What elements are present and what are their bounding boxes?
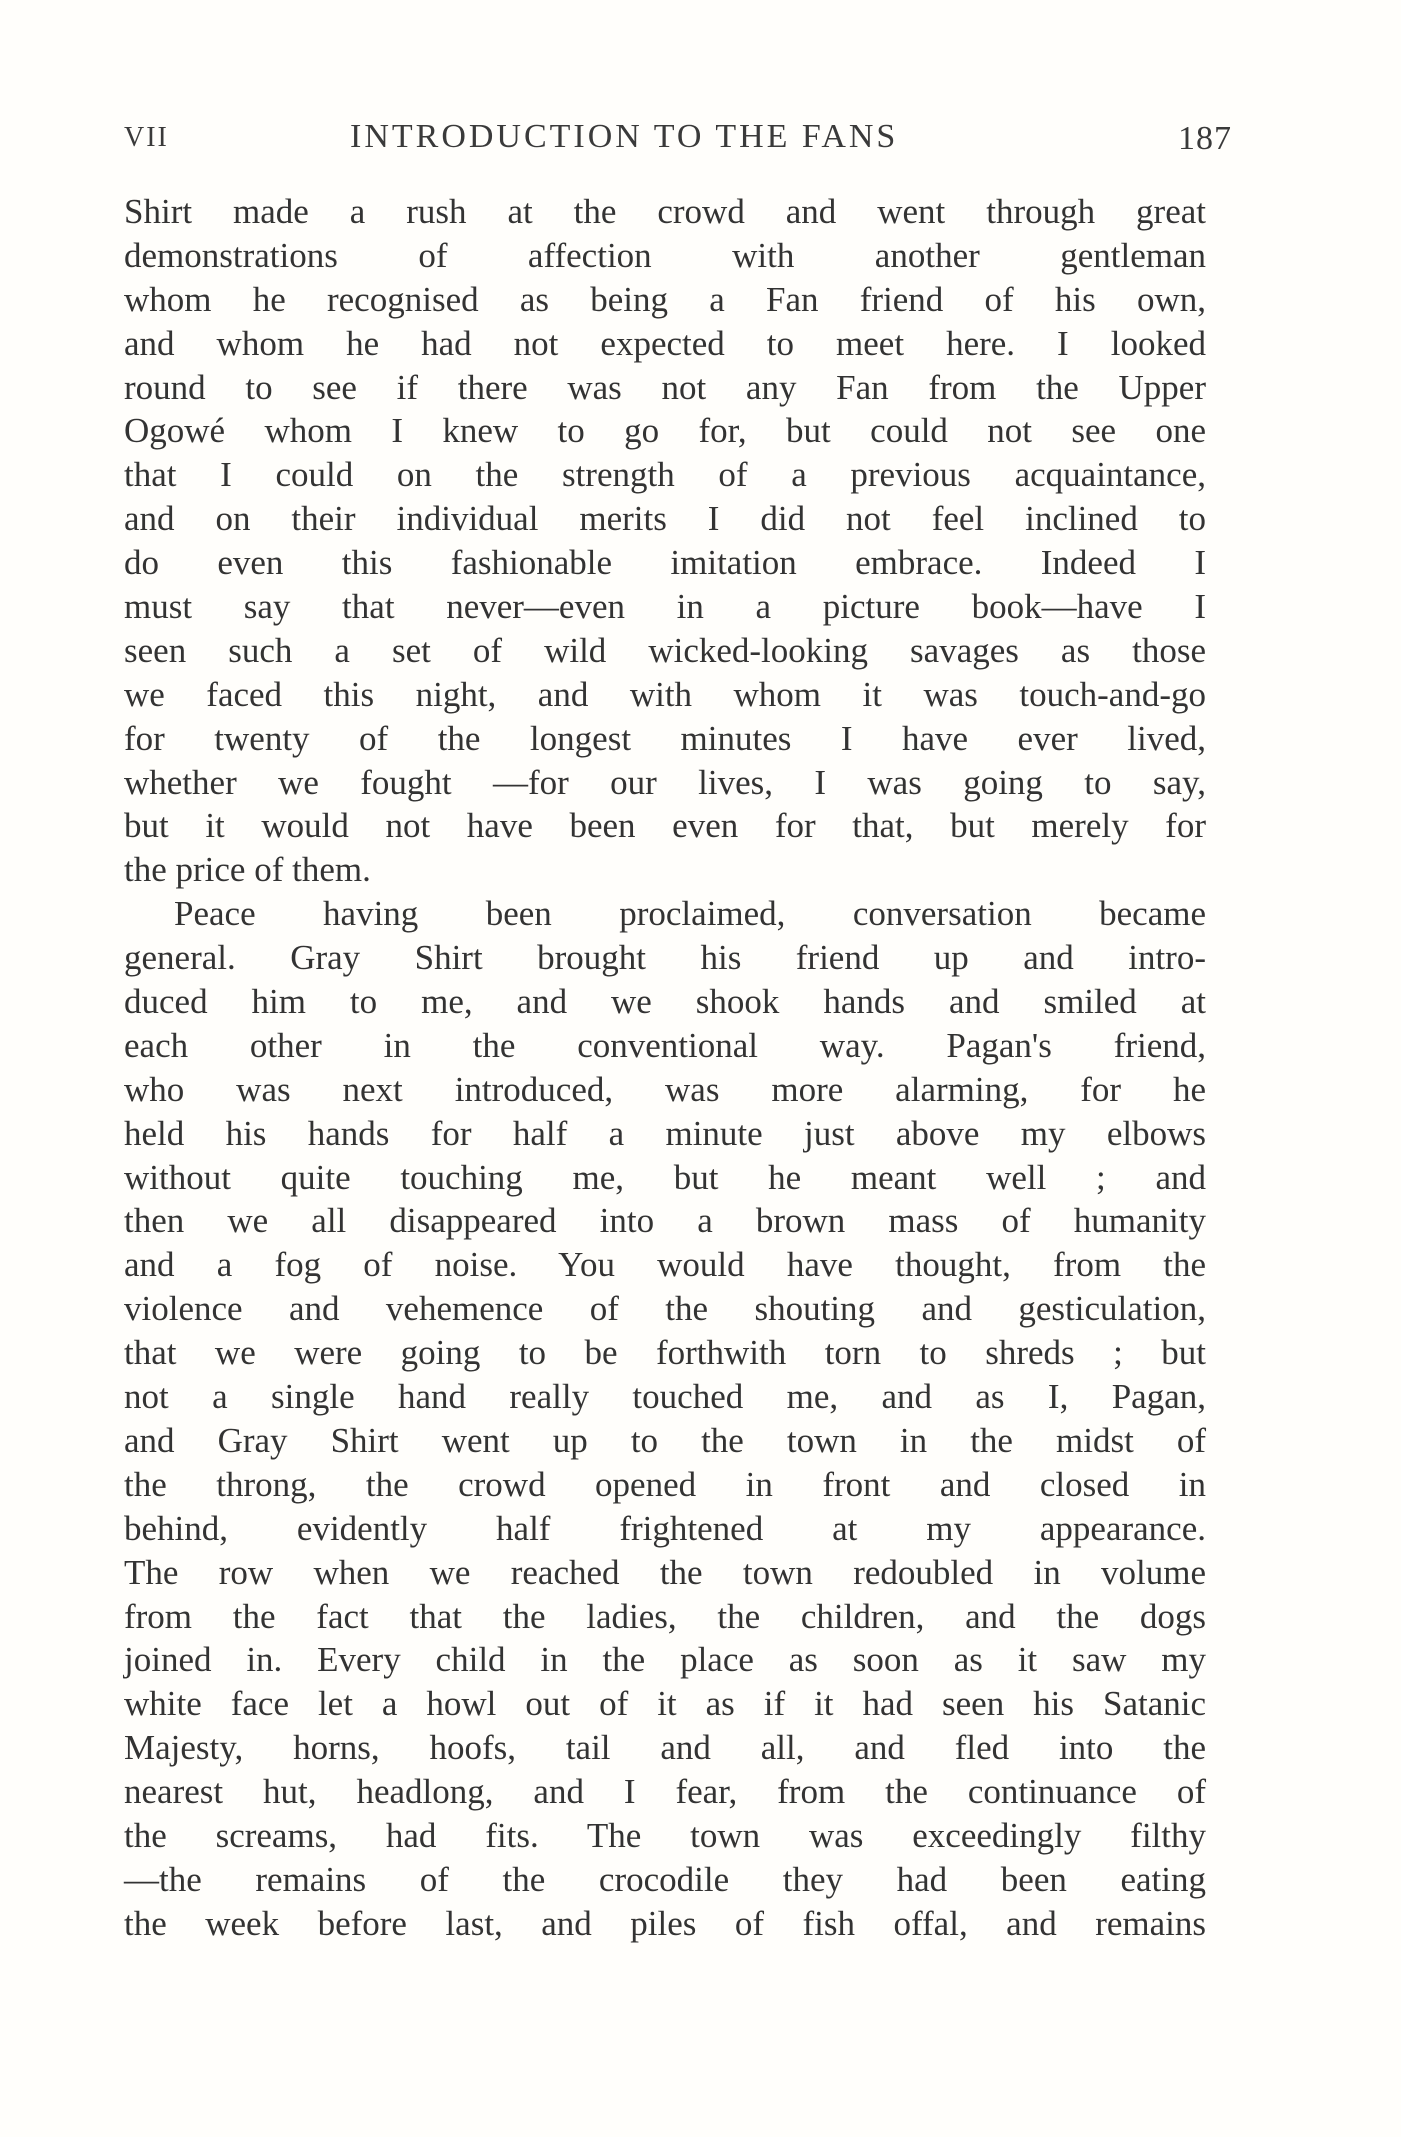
chapter-title: INTRODUCTION TO THE FANS: [350, 118, 899, 155]
text-line: not a single hand really touched me, and as I, Pagan,: [124, 1377, 1206, 1417]
text-line: round to see if there was not any Fan from the Upper: [124, 367, 1206, 407]
text-line: without quite touching me, but he meant well ; and: [124, 1157, 1206, 1197]
text-line: whom he recognised as being a Fan friend of his own,: [124, 279, 1206, 319]
text-line: and whom he had not expected to meet here. I looked: [124, 323, 1206, 363]
text-line: nearest hut, headlong, and I fear, from the continuance of: [124, 1772, 1206, 1812]
text-line: the throng, the crowd opened in front and closed in: [124, 1464, 1206, 1504]
text-line: each other in the conventional way. Pagan's friend,: [124, 1025, 1206, 1065]
text-line: do even this fashionable imitation embrace. Indeed I: [124, 543, 1206, 583]
text-line: must say that never—even in a picture book—have I: [124, 587, 1206, 627]
text-line: the screams, had fits. The town was exceedingly filthy: [124, 1815, 1206, 1855]
text-line: we faced this night, and with whom it was touch-and-go: [124, 674, 1206, 714]
text-line: held his hands for half a minute just above my elbows: [124, 1113, 1206, 1153]
text-line: who was next introduced, was more alarming, for he: [124, 1069, 1206, 1109]
text-line: for twenty of the longest minutes I have ever lived,: [124, 718, 1206, 758]
text-line: seen such a set of wild wicked-looking savages as those: [124, 630, 1206, 670]
text-line: Peace having been proclaimed, conversation became: [174, 894, 1206, 934]
text-line: that I could on the strength of a previous acquaintance,: [124, 455, 1206, 495]
text-line: white face let a howl out of it as if it had seen his Satanic: [124, 1684, 1206, 1724]
text-line: demonstrations of affection with another gentleman: [124, 235, 1206, 275]
text-line: duced him to me, and we shook hands and smiled at: [124, 982, 1206, 1022]
text-line: —the remains of the crocodile they had been eating: [124, 1859, 1206, 1899]
running-header: [124, 118, 1232, 168]
text-line: Majesty, horns, hoofs, tail and all, and fled into the: [124, 1728, 1206, 1768]
text-line: joined in. Every child in the place as soon as it saw my: [124, 1640, 1206, 1680]
text-line: the week before last, and piles of fish offal, and remains: [124, 1903, 1206, 1943]
text-line: Shirt made a rush at the crowd and went through great: [124, 192, 1206, 231]
text-line: and Gray Shirt went up to the town in the midst of: [124, 1420, 1206, 1460]
text-line: and on their individual merits I did not feel inclined to: [124, 499, 1206, 539]
text-line: whether we fought —for our lives, I was going to say,: [124, 762, 1206, 802]
text-line: Ogowé whom I knew to go for, but could not see one: [124, 411, 1206, 451]
text-line: the price of them.: [124, 850, 371, 890]
text-line: violence and vehemence of the shouting and gesticulation,: [124, 1289, 1206, 1329]
text-line: then we all disappeared into a brown mass of humanity: [124, 1201, 1206, 1241]
text-line: The row when we reached the town redoubled in volume: [124, 1552, 1206, 1592]
page-number: 187: [1178, 120, 1232, 157]
text-line: general. Gray Shirt brought his friend up and intro-: [124, 938, 1206, 978]
body-text: [124, 190, 1206, 1946]
text-line: behind, evidently half frightened at my appearance.: [124, 1508, 1206, 1548]
text-line: that we were going to be forthwith torn to shreds ; but: [124, 1333, 1206, 1373]
text-line: but it would not have been even for that, but merely for: [124, 806, 1206, 846]
text-line: and a fog of noise. You would have thought, from the: [124, 1245, 1206, 1285]
chapter-number: VII: [124, 122, 169, 153]
text-line: from the fact that the ladies, the children, and the dogs: [124, 1596, 1206, 1636]
